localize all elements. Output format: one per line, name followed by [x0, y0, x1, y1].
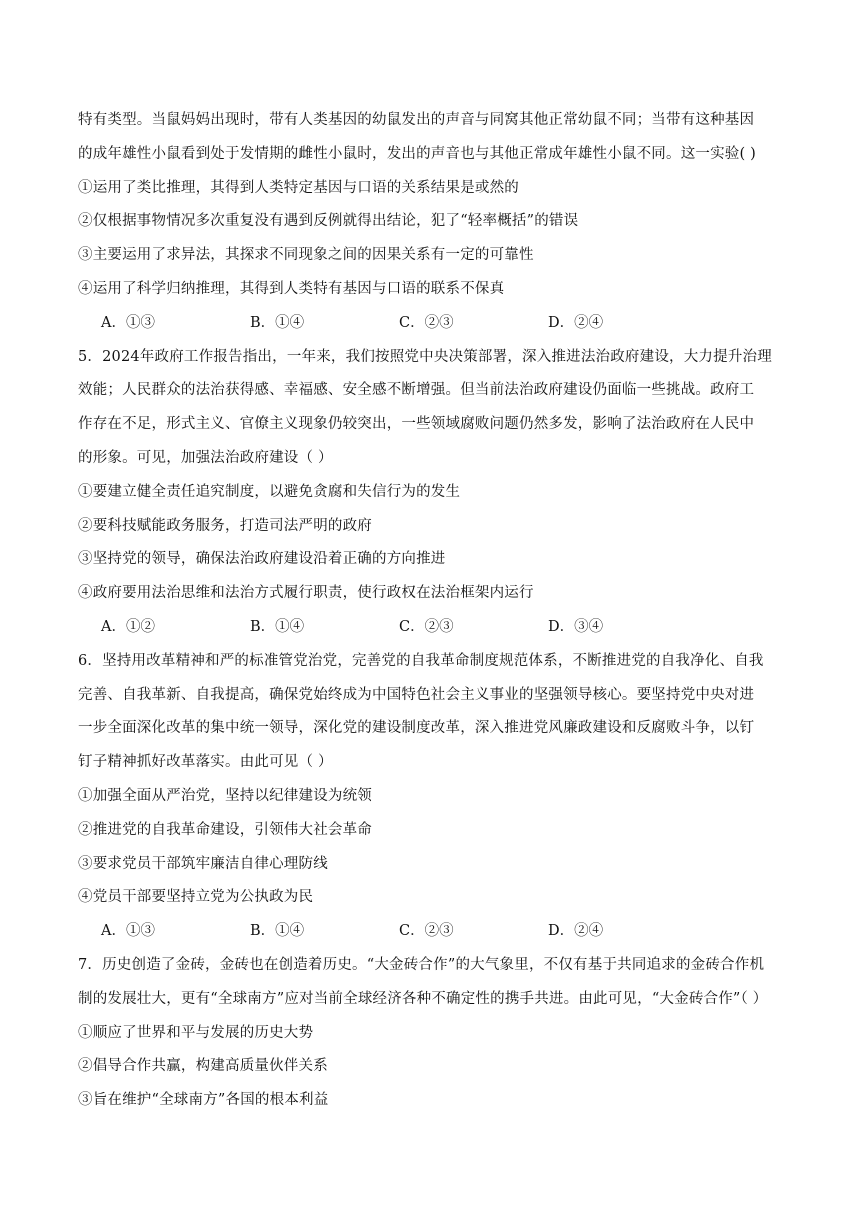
statement-2: ②推进党的自我革命建设，引领伟大社会革命 [78, 821, 372, 838]
option-d: D．②④ [548, 923, 604, 940]
statement-3: ③坚持党的领导，确保法治政府建设沿着正确的方向推进 [78, 551, 446, 568]
question-stem-line: 的形象。可见，加强法治政府建设（ ） [78, 449, 333, 466]
question-6 [78, 645, 786, 949]
question-stem-line: 特有类型。当鼠妈妈出现时，带有人类基因的幼鼠发出的声音与同窝其他正常幼鼠不同；当带有这种基因 [78, 112, 755, 128]
option-d: D．③④ [548, 618, 604, 635]
option-b: B．①④ [250, 618, 305, 635]
question-stem-line: 的成年雄性小鼠看到处于发情期的雌性小鼠时，发出的声音也与其他正常成年雄性小鼠不同。这一实验( ) [78, 145, 757, 162]
answer-options [78, 307, 786, 341]
answer-options [78, 611, 786, 645]
question-7 [78, 949, 786, 1118]
option-a: A．①③ [101, 314, 155, 331]
statement-1: ①顺应了世界和平与发展的历史大势 [78, 1024, 314, 1041]
question-stem-line: 5．2024年政府工作报告指出，一年来，我们按照党中央决策部署，深入推进法治政府建设，大力提升治理 [78, 348, 772, 365]
question-4 [78, 104, 786, 341]
question-5 [78, 341, 786, 645]
statement-3: ③要求党员干部筑牢廉洁自律心理防线 [78, 855, 328, 872]
option-c: C．②③ [399, 314, 454, 331]
statement-1: ①要建立健全责任追究制度，以避免贪腐和失信行为的发生 [78, 483, 461, 500]
option-d: D．②④ [548, 314, 604, 331]
question-stem-line: 钉子精神抓好改革落实。由此可见（ ） [78, 754, 333, 771]
option-b: B．①④ [250, 923, 305, 940]
answer-options [78, 915, 786, 949]
question-stem-line: 6．坚持用改革精神和严的标准管党治党，完善党的自我革命制度规范体系，不断推进党的自我净化、自我 [78, 652, 764, 669]
question-stem-line: 制的发展壮大，更有“全球南方”应对当前全球经济各种不确定性的携手共进。由此可见，“大金砖合作”（ ） [78, 990, 768, 1007]
option-c: C．②③ [399, 923, 454, 940]
statement-1: ①运用了类比推理，其得到人类特定基因与口语的关系结果是或然的 [78, 179, 519, 196]
statement-2: ②仅根据事物情况多次重复没有遇到反例就得出结论，犯了“轻率概括”的错误 [78, 213, 579, 230]
statement-4: ④党员干部要坚持立党为公执政为民 [78, 889, 314, 906]
question-stem-line: 7．历史创造了金砖，金砖也在创造着历史。“大金砖合作”的大气象里，不仅有基于共同追求的金砖合作机 [78, 956, 765, 973]
statement-4: ④政府要用法治思维和法治方式履行职责，使行政权在法治框架内运行 [78, 585, 534, 602]
option-c: C．②③ [399, 618, 454, 635]
statement-2: ②倡导合作共赢，构建高质量伙伴关系 [78, 1058, 328, 1075]
option-a: A．①② [101, 618, 155, 635]
statement-4: ④运用了科学归纳推理，其得到人类特有基因与口语的联系不保真 [78, 280, 505, 297]
question-stem-line: 效能；人民群众的法治获得感、幸福感、安全感不断增强。但当前法治政府建设仍面临一些挑战。政府工 [78, 382, 755, 399]
question-stem-line: 一步全面深化改革的集中统一领导，深化党的建设制度改革，深入推进党风廉政建设和反腐败斗争，以钉 [78, 720, 755, 737]
statement-3: ③旨在维护“全球南方”各国的根本利益 [78, 1092, 329, 1109]
question-stem-line: 作存在不足，形式主义、官僚主义现象仍较突出，一些领域腐败问题仍然多发，影响了法治政府在人民中 [78, 416, 755, 433]
exam-page [78, 104, 786, 1118]
option-a: A．①③ [101, 923, 155, 940]
statement-3: ③主要运用了求异法，其探求不同现象之间的因果关系有一定的可靠性 [78, 247, 534, 264]
question-stem-line: 完善、自我革新、自我提高，确保党始终成为中国特色社会主义事业的坚强领导核心。要坚持党中央对进 [78, 686, 755, 703]
option-b: B．①④ [250, 314, 305, 331]
statement-2: ②要科技赋能政务服务，打造司法严明的政府 [78, 517, 372, 534]
statement-1: ①加强全面从严治党，坚持以纪律建设为统领 [78, 787, 372, 804]
